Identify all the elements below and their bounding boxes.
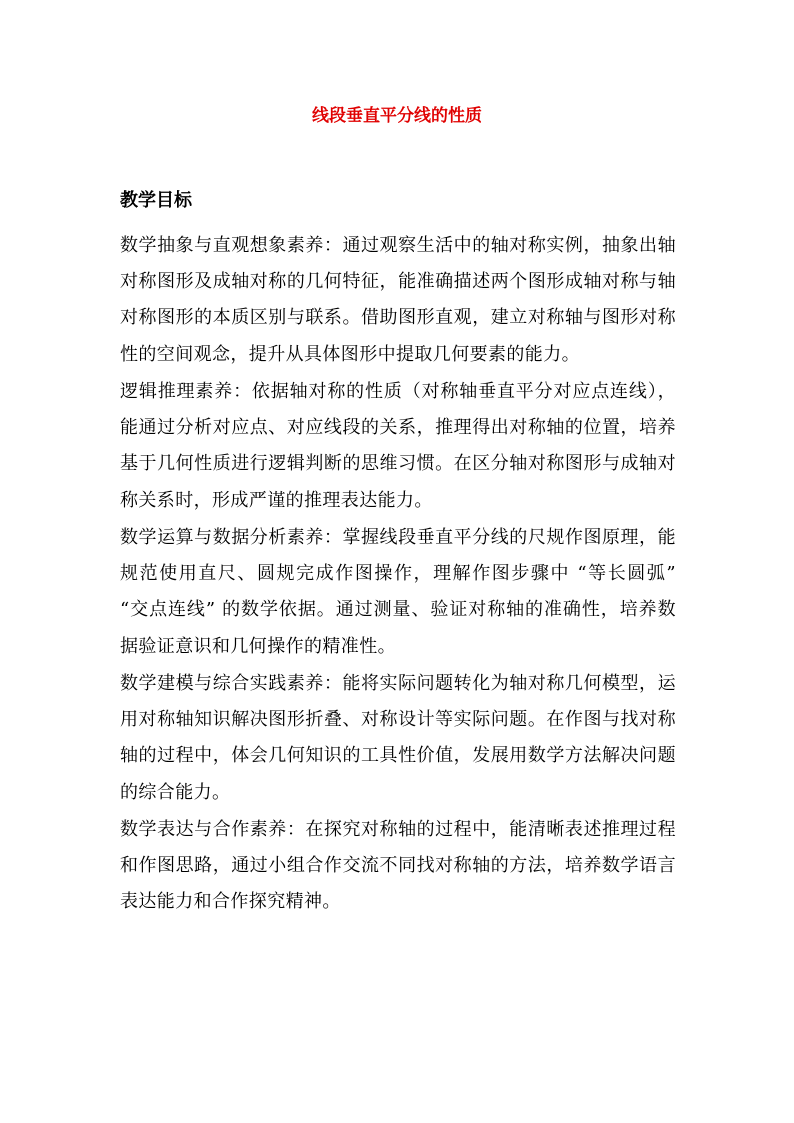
section-heading: 教学目标 [120,190,192,211]
paragraph-computation-data: 数学运算与数据分析素养：掌握线段垂直平分线的尺规作图原理，能规范使用直尺、圆规完成作图操作，理解作图步骤中 “等长圆弧” “交点连线” 的数学依据。通过测量、验证对称轴的准确性，培养数据验证意识和几何操作的精准性。 [120,527,676,657]
paragraph-logical-reasoning: 逻辑推理素养：依据轴对称的性质（对称轴垂直平分对应点连线），能通过分析对应点、对应线段的关系，推理得出对称轴的位置，培养基于几何性质进行逻辑判断的思维习惯。在区分轴对称图形与成轴对称关系时，形成严谨的推理表达能力。 [120,381,676,511]
paragraph-modeling-practice: 数学建模与综合实践素养：能将实际问题转化为轴对称几何模型，运用对称轴知识解决图形折叠、对称设计等实际问题。在作图与找对称轴的过程中，体会几何知识的工具性价值，发展用数学方法解决问题的综合能力。 [120,673,676,803]
paragraph-expression-cooperation: 数学表达与合作素养：在探究对称轴的过程中，能清晰表述推理过程和作图思路，通过小组合作交流不同找对称轴的方法，培养数学语言表达能力和合作探究精神。 [120,819,676,913]
paragraph-abstraction-intuition: 数学抽象与直观想象素养：通过观察生活中的轴对称实例，抽象出轴对称图形及成轴对称的几何特征，能准确描述两个图形成轴对称与轴对称图形的本质区别与联系。借助图形直观，建立对称轴与图形对称性的空间观念，提升从具体图形中提取几何要素的能力。 [120,235,676,365]
body-text [120,228,676,922]
page-title: 线段垂直平分线的性质 [312,106,482,126]
